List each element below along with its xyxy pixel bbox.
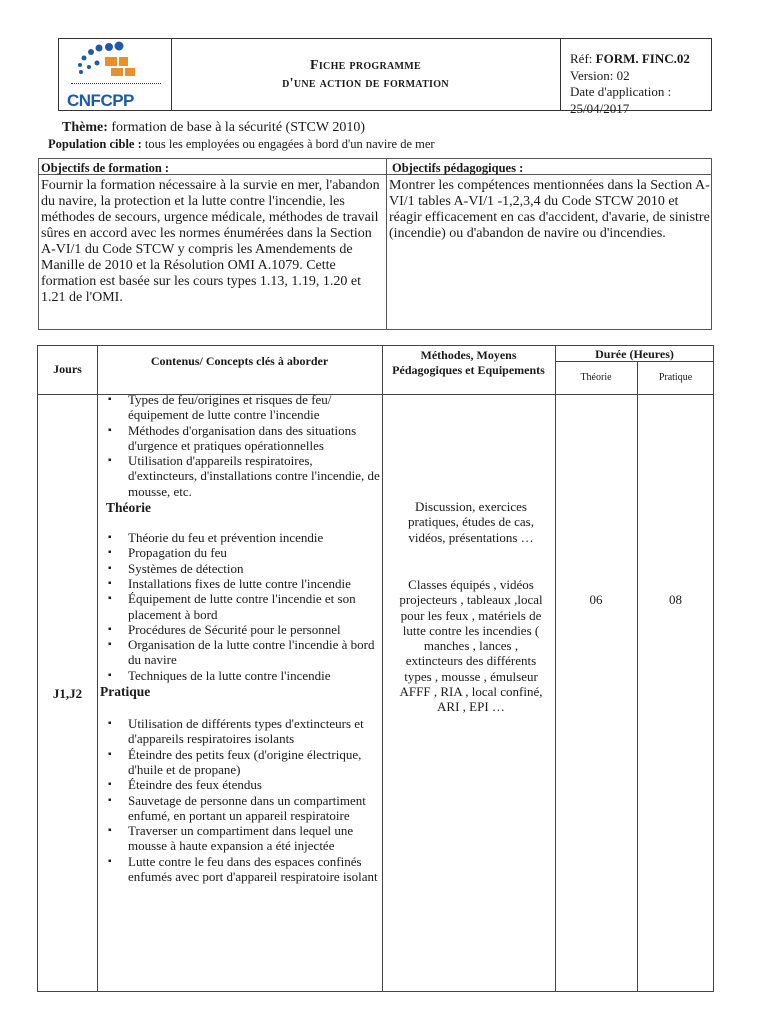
- title-line-1: Fiche programme: [310, 57, 421, 73]
- list-item: ▪ Traverser un compartiment dans lequel une mousse à haute expansion a été injectée: [104, 823, 380, 854]
- list-item: ▪ Lutte contre le feu dans des espaces confinés enfumés avec port d'appareil respiratoire isolant: [104, 854, 380, 885]
- contenus-cell: [100, 392, 380, 885]
- document-meta: [560, 39, 711, 122]
- version-line: Version: 02: [570, 67, 630, 83]
- jours-value: J1,J2: [52, 686, 83, 701]
- list-item: ▪ Procédures de Sécurité pour le personnel: [104, 622, 380, 637]
- theme-label: Thème:: [62, 120, 108, 135]
- pratique-section-label: Pratique: [100, 684, 151, 700]
- theorie-section-label: Théorie: [106, 500, 151, 516]
- pedagogic-objectives-cell: [386, 159, 711, 329]
- objectives-table: [38, 158, 712, 330]
- theorie-hours: 06: [589, 592, 603, 607]
- theorie-list: [104, 530, 380, 683]
- methodes-cell-2: Classes équipés , vidéos projecteurs , tableaux ,local pour les feux , matériels de lutte contre les incendies ( manches , lances , extincteurs des différents types , mousse , émulseur AFFF , RIA , local confiné, ARI , EPI …: [399, 577, 543, 715]
- list-item: ▪ Utilisation d'appareils respiratoires, d'extincteurs, d'installations contre l'incendie, de mousse, etc.: [104, 453, 380, 499]
- pedagogic-objectives-text: Montrer les compétences mentionnées dans la Section A-VI/1 tables A-VI/1 -1,2,3,4 du Code STCW 2010 et réagir efficacement en cas d'accident, d'avarie, de sinistre (incendie) ou d'abandon de navire ou d'incendies.: [389, 178, 710, 241]
- header-theorie: Théorie: [580, 372, 612, 383]
- population-line: [48, 137, 435, 151]
- list-item: ▪ Théorie du feu et prévention incendie: [104, 530, 380, 545]
- theme-line: [62, 120, 365, 136]
- logo-text: CNFCPP: [67, 91, 134, 110]
- list-item: ▪ Types de feu/origines et risques de feu/ équipement de lutte contre l'incendie: [104, 392, 380, 423]
- list-item: ▪ Méthodes d'organisation dans des situations d'urgence et pratiques opérationnelles: [104, 423, 380, 454]
- header-duree: Durée (Heures): [595, 347, 674, 361]
- ref-value: FORM. FINC.02: [595, 51, 690, 66]
- list-item: ▪ Équipement de lutte contre l'incendie et son placement à bord: [104, 591, 380, 622]
- pratique-list: [104, 716, 380, 884]
- list-item: ▪ Propagation du feu: [104, 545, 380, 560]
- formation-objectives-cell: [39, 159, 387, 329]
- list-item: ▪ Sauvetage de personne dans un compartiment enfumé, en portant un appareil respiratoire: [104, 793, 380, 824]
- document-header: [58, 38, 712, 116]
- population-value: tous les employées ou engagées à bord d'un navire de mer: [144, 137, 435, 151]
- list-item: ▪ Systèmes de détection: [104, 561, 380, 576]
- formation-objectives-text: Fournir la formation nécessaire à la survie en mer, l'abandon du navire, la protection et la lutte contre l'incendie, les méthodes de secours, urgence médicale, méthodes de travail sûres en accord avec les normes énumérées dans la Section A-VI/1 du Code STCW y compris les Amendements de Manille de 2010 et la Résolution OMI A.1079. Cette formation est basée sur les cours types 1.13, 1.19, 1.20 et 1.21 de l'OMI.: [41, 178, 380, 305]
- ref-line: [570, 51, 711, 68]
- title-line-2: d'une action de formation: [282, 75, 449, 91]
- population-label: Population cible :: [48, 137, 142, 151]
- logo-cell: [59, 39, 172, 110]
- program-table: [37, 345, 714, 992]
- formation-objectives-header: Objectifs de formation :: [39, 159, 386, 175]
- methodes-cell-1: Discussion, exercices pratiques, études de cas, vidéos, présentations …: [408, 499, 534, 545]
- document-title: [171, 39, 561, 110]
- list-item: ▪ Éteindre des feux étendus: [104, 777, 380, 792]
- theme-value: formation de base à la sécurité (STCW 2010): [111, 120, 365, 135]
- header-pratique: Pratique: [658, 372, 693, 383]
- pratique-hours: 08: [669, 592, 682, 607]
- ref-label: Réf:: [570, 51, 593, 66]
- cnfcpp-logo-icon: [59, 39, 171, 89]
- list-item: ▪ Techniques de la lutte contre l'incendie: [104, 668, 380, 683]
- list-item: ▪ Utilisation de différents types d'extincteurs et d'appareils respiratoires isolants: [104, 716, 380, 747]
- list-item: ▪ Installations fixes de lutte contre l'incendie: [104, 576, 380, 591]
- header-jours: Jours: [53, 362, 82, 376]
- list-item: ▪ Éteindre des petits feux (d'origine électrique, d'huile et de propane): [104, 747, 380, 778]
- pedagogic-objectives-header: Objectifs pédagogiques :: [386, 159, 711, 175]
- intro-list: [104, 392, 380, 499]
- header-contenus: Contenus/ Concepts clés à aborder: [150, 354, 329, 368]
- list-item: ▪ Organisation de la lutte contre l'incendie à bord du navire: [104, 637, 380, 668]
- date-line: Date d'application : 25/04/2017: [570, 84, 672, 116]
- logo-arabic-caption: [71, 83, 161, 87]
- header-methodes: Méthodes, Moyens Pédagogiques et Equipements: [392, 348, 545, 377]
